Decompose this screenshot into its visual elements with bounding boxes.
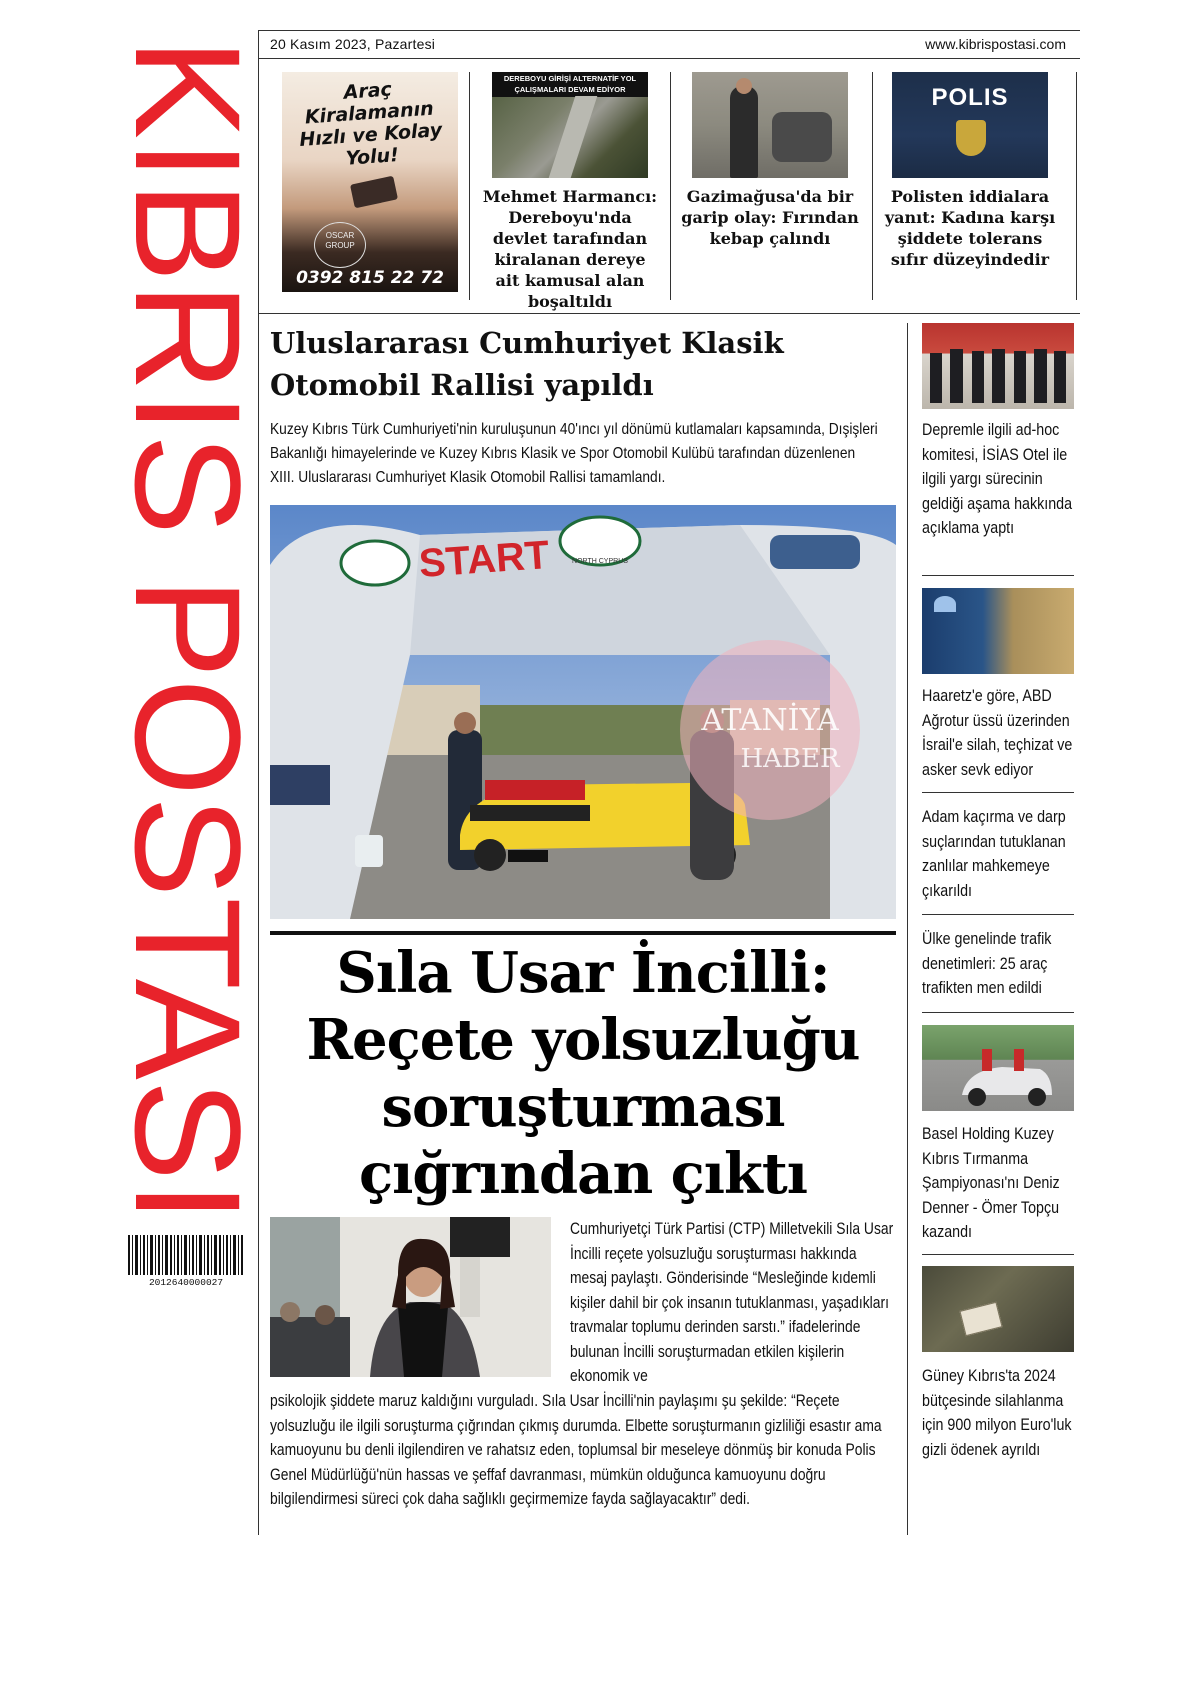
sidebar-rule-3 (922, 914, 1074, 915)
sidebar-6-text[interactable]: Güney Kıbrıs'ta 2024 bütçesinde silahlanma için 900 milyon Euro'luk gizli ödenek ayrıldı (922, 1366, 1072, 1459)
ad-phone: 0392 815 22 72 (296, 268, 444, 288)
watermark-line-1: ATANİYA (701, 703, 839, 738)
left-frame-rule (258, 30, 259, 1535)
sidebar-5-image[interactable] (922, 1025, 1074, 1111)
sidebar-1-text[interactable]: Depremle ilgili ad-hoc komitesi, İSİAS Otel ile ilgili yargı sürecinin geldiği aşama hakkında açıklama yaptı (922, 420, 1073, 537)
lead-headline[interactable]: Sıla Usar İncilli: Reçete yolsuzluğu soruşturması çığrından çıktı (306, 940, 860, 1207)
lead-body-full: psikolojik şiddete maruz kaldığını vurguladı. Sıla Usar İncilli'nin paylaşımı şu şekilde: “Reçete yolsuzluğu ile ilgili soruşturma çığrından çıkmış durumda. Elbette soruşturmanın gizliliği esastır ama kamuoyunu bu denli ilgilendiren ve rahatsız eden, toplumsal bir meseleye dönmüş bir konuda Polis Genel Müdürlüğü'nün hassas ve şeffaf davranması, mümkün olduğunca kamuoyunu doğru bilgilendirmesi süreci çok daha sağlıklı geçirmemize fayda sağlayacaktır” dedi. (270, 1392, 882, 1508)
issue-date: 20 Kasım 2023, Pazartesi (270, 36, 436, 52)
date-rule (258, 58, 1080, 59)
police-lettering: POLIS (931, 84, 1009, 111)
incilli-photo (270, 1217, 551, 1377)
rally-photo (270, 505, 896, 919)
person-head (736, 78, 752, 94)
sidebar-3-text[interactable]: Adam kaçırma ve darp suçlarından tutuklanan zanlılar mahkemeye çıkarıldı (922, 807, 1066, 900)
teaser-divider-2 (670, 72, 671, 300)
sidebar-2-image[interactable] (922, 588, 1074, 674)
top-rule (258, 30, 1080, 31)
start-banner-text: START (417, 532, 551, 586)
teaser-1-image[interactable] (492, 72, 648, 178)
masthead-text: KIBRIS POSTASI (104, 38, 272, 1211)
barcode-bars (126, 1235, 246, 1287)
teaser-divider-3 (872, 72, 873, 300)
sidebar-rule-4 (922, 1012, 1074, 1013)
rally-headline[interactable]: Uluslararası Cumhuriyet Klasik Otomobil Rallisi yapıldı (270, 326, 784, 402)
teaser-divider-1 (469, 72, 470, 300)
key-card-graphic (350, 176, 398, 209)
sidebar-2-text[interactable]: Haaretz'e göre, ABD Ağrotur üssü üzerinden İsrail'e silah, teçhizat ve asker sevk ediyor (922, 686, 1073, 779)
air-force-icon (934, 596, 956, 612)
watermark-line-2: HABER (740, 744, 840, 774)
sidebar-rule-1 (922, 575, 1074, 576)
ad-brand-logo: OSCAR GROUP (314, 222, 366, 268)
sidebar-5-text[interactable]: Basel Holding Kuzey Kıbrıs Tırmanma Şampiyonası'nı Deniz Denner - Ömer Topçu kazandı (922, 1124, 1060, 1241)
club-badge-text: NORTH CYPRUS (572, 558, 628, 565)
teaser-2-title[interactable]: Gazimağusa'da bir garip olay: Fırından kebap çalındı (681, 187, 859, 248)
ad-headline: Araç Kiralamanın Hızlı ve Kolay Yolu! (298, 78, 443, 170)
sidebar-rule-5 (922, 1254, 1074, 1255)
teaser-3-title[interactable]: Polisten iddialara yanıt: Kadına karşı şiddete tolerans sıfır düzeyindedir (884, 187, 1056, 269)
barcode-number: 2012640000027 (148, 1277, 224, 1288)
teaser-bottom-rule (258, 313, 1080, 314)
sidebar-6-image[interactable] (922, 1266, 1074, 1352)
masthead-logo (104, 38, 272, 1223)
headline-rule (270, 931, 896, 935)
cyprus-flag-patch (959, 1302, 1002, 1336)
teaser-2-image[interactable] (692, 72, 848, 178)
lead-body-wrap: Cumhuriyetçi Türk Partisi (CTP) Milletvekili Sıla Usar İncilli reçete yolsuzluğu soruşturması hakkında mesaj paylaştı. Gönderisinde “Mesleğinde kıdemli kişiler dahil bir çok insanın tutuklanması, yaşadıkları travmalar toplumu derinden sarstı.” ifadelerinde bulunan İncilli soruşturmadan etkilen kişilerin ekonomik ve (570, 1220, 894, 1385)
sidebar-4-text[interactable]: Ülke genelinde trafik denetimleri: 25 araç trafikten men edildi (922, 929, 1052, 997)
car-graphic (772, 112, 832, 162)
website: www.kibrispostasi.com (925, 36, 1066, 52)
police-badge-icon (956, 120, 986, 156)
person-graphic (730, 86, 758, 178)
teaser-1-image-caption: DEREBOYU GİRİŞİ ALTERNATİF YOL ÇALIŞMALARI DEVAM EDİYOR (492, 72, 648, 97)
teaser-1-title[interactable]: Mehmet Harmancı: Dereboyu'nda devlet tarafından kiralanan dereye ait kamusal alan boşaltıldı (482, 187, 658, 311)
teaser-divider-4 (1076, 72, 1077, 300)
teaser-3-image[interactable] (892, 72, 1048, 178)
rally-body: Kuzey Kıbrıs Türk Cumhuriyeti'nin kuruluşunun 40'ıncı yıl dönümü kutlamaları kapsamında, Dışişleri Bakanlığı himayelerinde ve Kuzey Kıbrıs Klasik ve Spor Otomobil Kulübü tarafından düzenlenen XIII. Uluslararası Cumhuriyet Klasik Otomobil Rallisi tamamlandı. (270, 421, 878, 486)
barcode (126, 1235, 246, 1287)
sidebar-divider (907, 323, 908, 1535)
sidebar-rule-2 (922, 792, 1074, 793)
car-rental-ad[interactable] (282, 72, 458, 292)
road-graphic (549, 96, 598, 178)
sidebar-1-image[interactable] (922, 323, 1074, 409)
